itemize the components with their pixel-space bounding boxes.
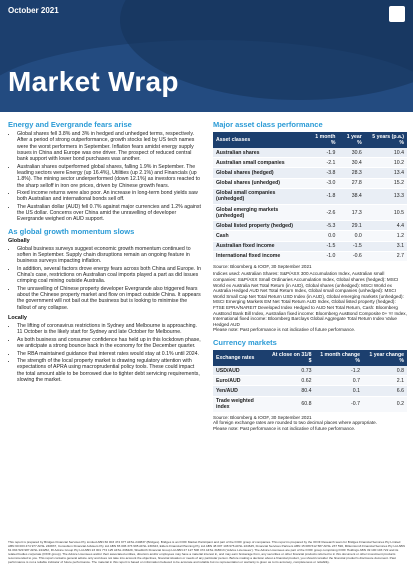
- table-cell: 0.1: [315, 386, 364, 396]
- bullet: • Global business surveys suggest economic growth momentum continued to soften in September. Supply chain disruptions remain an ongoing feature in business surveys impacting inflation.: [17, 246, 201, 265]
- table-cell: 60.8: [268, 396, 314, 412]
- row-label: Trade weighted index: [213, 396, 268, 412]
- table-cell: 15.2: [365, 178, 407, 188]
- table-cell: 2.7: [365, 251, 407, 261]
- report-date: October 2021: [8, 6, 59, 15]
- table-cell: 28.3: [338, 168, 364, 178]
- table-cell: 10.2: [365, 158, 407, 168]
- table-row: [213, 251, 407, 261]
- table-cell: -5.3: [307, 221, 339, 231]
- row-label: Cash: [213, 231, 307, 241]
- table-row: [213, 396, 407, 412]
- table-cell: 6.6: [363, 386, 407, 396]
- table-row: [213, 231, 407, 241]
- table-header-row: [213, 132, 407, 148]
- bullet: • The RBA maintained guidance that interest rates would stay at 0.1% until 2024.: [17, 351, 201, 357]
- table-cell: 10.4: [365, 148, 407, 158]
- table-cell: -0.6: [338, 251, 364, 261]
- past-performance-note: Please note: Past performance is not indicative of future performance.: [213, 327, 356, 333]
- row-label: USD/AUD: [213, 366, 268, 376]
- table-cell: 17.3: [338, 204, 364, 220]
- table-cell: 27.8: [338, 178, 364, 188]
- table-row: [213, 204, 407, 220]
- column-header: At close on 31/8 $: [268, 350, 314, 366]
- table-row: [213, 158, 407, 168]
- section-title-energy: Energy and Evergrande fears arise: [8, 120, 132, 129]
- brand-logo-icon: [389, 6, 405, 22]
- table-row: [213, 241, 407, 251]
- row-label: International fixed income: [213, 251, 307, 261]
- section-title-growth: As global growth momentum slows: [8, 226, 135, 236]
- row-label: Global emerging markets (unhedged): [213, 204, 307, 220]
- table-cell: 0.62: [268, 376, 314, 386]
- table-row: [213, 168, 407, 178]
- table-cell: -1.5: [307, 241, 339, 251]
- column-header: Exchange rates: [213, 350, 268, 366]
- table-cell: -1.5: [338, 241, 364, 251]
- energy-bullets: [8, 131, 201, 223]
- row-label: Euro/AUD: [213, 376, 268, 386]
- asset-table-body: [213, 148, 407, 261]
- row-label: Global small companies (unhedged): [213, 188, 307, 204]
- table-cell: 0.8: [363, 366, 407, 376]
- table-cell: -3.8: [307, 168, 339, 178]
- table-cell: 1.2: [365, 231, 407, 241]
- table-row: [213, 188, 407, 204]
- asset-class-table: [213, 132, 407, 262]
- column-header: 5 years (p.a.) %: [365, 132, 407, 148]
- bullet: • In addition, several factors drove energy fears across both China and Europe. In China's case, restrictions on Australian coal imports played a part as did issues crimping coal mining outside Australia.: [17, 266, 201, 285]
- bullet: • As both business and consumer confidence has held up in this lockdown phase, we anticipate a strong bounce back in the economy for the December quarter.: [17, 337, 201, 350]
- table-cell: 0.73: [268, 366, 314, 376]
- asset-source: Source: Bloomberg & IOOF, 30 September 2021: [213, 263, 312, 269]
- table-cell: 10.5: [365, 204, 407, 220]
- column-header: Asset classes: [213, 132, 307, 148]
- row-label: Australian small companies: [213, 158, 307, 168]
- column-header: 1 year %: [338, 132, 364, 148]
- bullet: • The unravelling of Chinese property developer Evergrande also triggered fears about the Chinese property market and flow on impact outside China. It appears the government will not bail out the business but is looking to minimise the fallout of any collapse.: [17, 286, 201, 311]
- row-label: Global listed property (hedged): [213, 221, 307, 231]
- section-title-currency: Currency markets: [213, 338, 277, 347]
- table-row: [213, 366, 407, 376]
- column-header: 1 year change %: [363, 350, 407, 366]
- table-cell: 0.0: [307, 231, 339, 241]
- table-cell: 0.2: [363, 396, 407, 412]
- table-cell: -1.9: [307, 148, 339, 158]
- bullet: • Fixed income returns were also poor. An increase in long-term bond yields saw both Australian and international bonds sell off.: [17, 190, 201, 203]
- table-cell: -1.0: [307, 251, 339, 261]
- bullet: • Global shares fell 3.8% and 3% in hedged and unhedged terms, respectively. After a period of strong outperformance, growth stocks led by US tech names were the worst performers in September. Inflation fears amidst energy supply issues in China and Europe was one driver. The prospect of reduced central bank support with lower bond purchases was another.: [17, 131, 201, 162]
- bullet: • The lifting of coronavirus restrictions in Sydney and Melbourne is approaching. 11 October is the likely start for Sydney and late October for Melbourne.: [17, 323, 201, 336]
- subheading-locally: Locally: [8, 315, 27, 322]
- table-row: [213, 148, 407, 158]
- table-header-row: [213, 350, 407, 366]
- table-cell: 13.3: [365, 188, 407, 204]
- table-cell: -1.2: [315, 366, 364, 376]
- table-cell: -2.6: [307, 204, 339, 220]
- row-label: Global shares (unhedged): [213, 178, 307, 188]
- report-title: Market Wrap: [8, 66, 179, 97]
- table-row: [213, 376, 407, 386]
- bullet: • Australian shares outperformed global shares, falling 1.9% in September. The leading sectors were Energy (up 16.4%), Utilities (up 2.1%) and Financials (up 1.8%). The mining sector underperformed (down 12.1%) as investors reacted to the sharp selloff in iron ore prices, driven by Chinese growth fears.: [17, 164, 201, 189]
- table-cell: 3.1: [365, 241, 407, 251]
- table-cell: -0.7: [315, 396, 364, 412]
- bullet: • The Australian dollar (AUD) fell 0.7% against major currencies and 1.2% against the US dollar. Concerns over China amid the unravelling of developer Evergrande weighed on AUD support.: [17, 204, 201, 223]
- column-header: 1 month change %: [315, 350, 364, 366]
- right-column: [213, 120, 407, 432]
- disclaimer-footer: This report is prepared by Bridges Financial Services Pty Limited ABN 60 003 474 977 AFSL 240837 (Bridges). Bridges is an IOOF Market Participant and part of the IOOF group of companies. This report is prepared by the IOOF Research team for Bridges Financial Services Pty Limited ABN 60 003 474 977 AFSL 240837, Consultum Financial Advisers Pty Ltd ABN 65 006 373 995 AFSL 230323, Elders Financial Planning Pty Ltd ABN 48 007 108 976 AFSL 224645, Financial Services Partners ABN 15 089 512 587 AFSL 237 590, Millennium3 Financial Services Pty Ltd ABN 61 094 529 987 AFSL 244252, RI Advice Group Pty Ltd ABN 23 001 774 125 AFSL 238429, Shadforth Financial Group Ltd ABN 27 127 508 472 AFSL 318613 ('Advice Licensees'). The Advice Licensees are part of the IOOF group comprising IOOF Holdings ABN 49 100 103 722 and its related bodies corporate (IOOF group). The Advice Licensees and/or their associated entities, directors and/or employees may have a material interest in, and may earn brokerage from, any securities or other financial products referred to in this document or other investment products recommended to you. This report contains general advice only and does not take into account the objectives, financial situation or needs of any particular person. Before making a decision about a financial product, you should consider the financial product's disclosure document. Past performance is not a reliable indicator of future performance. The material in this report is based on information believed to be accurate and reliable but no representation or warranty is given as to its accuracy, completeness or reliability.: [8, 540, 405, 564]
- row-label: Australian fixed income: [213, 241, 307, 251]
- currency-table: [213, 350, 407, 413]
- row-label: Australian shares: [213, 148, 307, 158]
- table-cell: 4.4: [365, 221, 407, 231]
- table-cell: 2.1: [363, 376, 407, 386]
- table-cell: -1.8: [307, 188, 339, 204]
- table-row: [213, 221, 407, 231]
- globally-bullets: [8, 246, 201, 311]
- section-title-asset-performance: Major asset class performance: [213, 120, 323, 129]
- row-label: Yen/AUD: [213, 386, 268, 396]
- fx-rounding-note: All foreign exchange rates are rounded to two decimal places where appropriate.: [213, 420, 377, 426]
- table-cell: 38.4: [338, 188, 364, 204]
- subheading-globally: Globally: [8, 237, 30, 244]
- table-row: [213, 178, 407, 188]
- left-column: [8, 120, 201, 384]
- currency-source: Source: Bloomberg & IOOF, 30 September 2021: [213, 414, 312, 420]
- bullet: • The strength of the local property market is drawing regulatory attention with expectations of APRA using macroprudential policy tools. These could impact the total amount able to be borrowed due to tighter debt servicing requirements, slowing the market.: [17, 358, 201, 383]
- table-cell: -3.0: [307, 178, 339, 188]
- row-label: Global shares (hedged): [213, 168, 307, 178]
- indices-note: Indices used: Australian Shares: S&P/ASX 300 Accumulation Index, Australian small companies: S&P/ASX Small Ordinaries Accumulation Index, Global shares (hedged): MSCI World ex Australia Net Total Return (in AUD), Global shares (unhedged): MSCI World ex Australia Hedged AUD Net Total Return Index, Global small companies (unhedged): MSCI World Small Cap Net Total Return USD Index (in AUD), Global emerging markets (unhedged): MSCI Emerging Markets EM Net Total Return AUD Index, Global listed property (hedged): FTSE EPRA/NAREIT Developed Index Hedged to AUD Net Total Return, Cash: Bloomberg AusBond Bank Bill Index, Australian fixed income: Bloomberg AusBond Composite 0+ Yr Index, International fixed income: Bloomberg Barclays Global Aggregate Total Return Index Value Hedged AUD: [213, 271, 407, 327]
- table-cell: 30.6: [338, 148, 364, 158]
- table-cell: 29.1: [338, 221, 364, 231]
- table-cell: 0.0: [338, 231, 364, 241]
- header-banner: [0, 0, 413, 112]
- currency-table-body: [213, 366, 407, 412]
- table-cell: -2.1: [307, 158, 339, 168]
- table-cell: 80.4: [268, 386, 314, 396]
- column-header: 1 month %: [307, 132, 339, 148]
- table-row: [213, 386, 407, 396]
- table-cell: 30.4: [338, 158, 364, 168]
- table-cell: 13.4: [365, 168, 407, 178]
- locally-bullets: [8, 323, 201, 383]
- table-cell: 0.7: [315, 376, 364, 386]
- past-performance-note: Please note: Past performance is not indicative of future performance.: [213, 425, 356, 431]
